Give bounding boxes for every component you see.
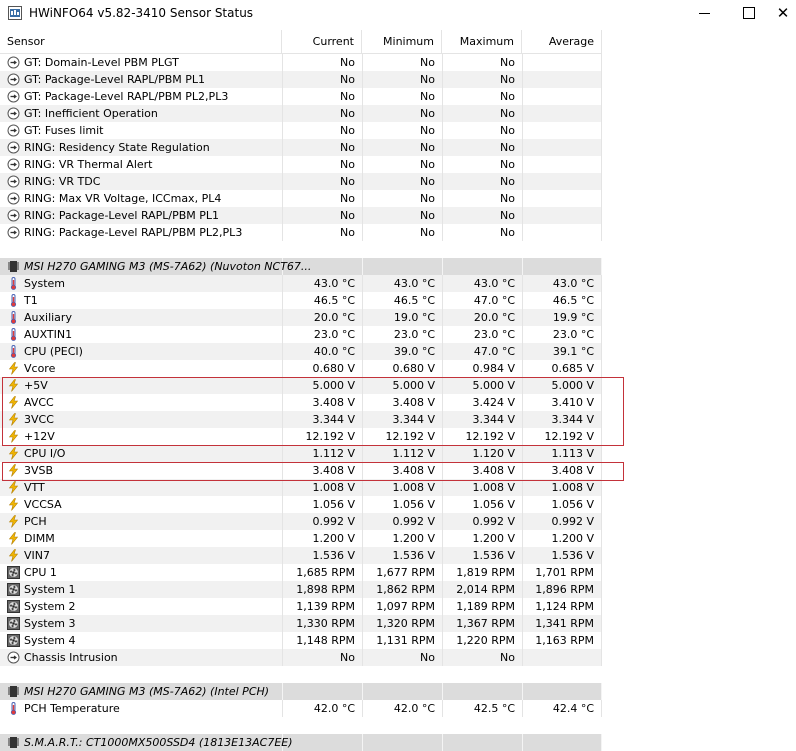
sensor-row[interactable] [0,360,602,377]
value-cur: 1,148 RPM [282,632,362,649]
empty-cell [442,258,522,275]
thermometer-icon [7,277,20,290]
maximize-icon [743,7,755,19]
value-cur: No [282,71,362,88]
value-cur: 3.344 V [282,411,362,428]
lightning-icon [7,413,20,426]
value-min: 23.0 °C [362,326,442,343]
value-avg: 46.5 °C [522,292,602,309]
lightning-icon [7,532,20,545]
sensor-row[interactable] [0,275,602,292]
empty-cell [362,258,442,275]
value-avg: 1.536 V [522,547,602,564]
value-cur: No [282,122,362,139]
value-max: No [442,207,522,224]
value-avg: 23.0 °C [522,326,602,343]
sensor-row[interactable] [0,598,602,615]
lightning-icon [7,464,20,477]
sensor-name: GT: Domain-Level PBM PLGT [24,56,179,69]
sensor-row[interactable] [0,88,602,105]
value-min: No [362,122,442,139]
sensor-row[interactable] [0,105,602,122]
value-cur: No [282,173,362,190]
value-min: No [362,207,442,224]
value-min: 1,320 RPM [362,615,442,632]
empty-cell [522,258,602,275]
value-cur: 46.5 °C [282,292,362,309]
value-avg [522,54,602,71]
sensor-name: Auxiliary [24,311,72,324]
value-min: 1.200 V [362,530,442,547]
column-header-minimum[interactable]: Minimum [362,30,442,53]
value-min: 0.680 V [362,360,442,377]
value-cur: 40.0 °C [282,343,362,360]
sensor-name: GT: Fuses limit [24,124,104,137]
value-min: 3.408 V [362,394,442,411]
sensor-row[interactable] [0,71,602,88]
sensor-row[interactable] [0,292,602,309]
value-max: 1.056 V [442,496,522,513]
sensor-row[interactable] [0,564,602,581]
sensor-name: DIMM [24,532,55,545]
value-max: 5.000 V [442,377,522,394]
thermometer-icon [7,294,20,307]
sensor-row[interactable] [0,462,602,479]
value-max: 47.0 °C [442,292,522,309]
sensor-row[interactable] [0,394,602,411]
empty-cell [442,734,522,751]
value-min: No [362,139,442,156]
value-cur: 1,898 RPM [282,581,362,598]
title-bar [0,0,796,26]
sensor-name: GT: Package-Level RAPL/PBM PL2,PL3 [24,90,229,103]
value-avg: 3.408 V [522,462,602,479]
clock-icon [7,175,20,188]
lightning-icon [7,549,20,562]
value-avg [522,190,602,207]
chip-icon [7,260,20,273]
value-max: No [442,224,522,241]
sensor-row[interactable] [0,54,602,71]
value-avg: 0.992 V [522,513,602,530]
value-max: 0.992 V [442,513,522,530]
sensor-name: GT: Inefficient Operation [24,107,158,120]
sensor-row[interactable] [0,700,602,717]
value-avg: 1.113 V [522,445,602,462]
value-avg: 3.344 V [522,411,602,428]
value-avg [522,156,602,173]
value-max: No [442,649,522,666]
sensor-row[interactable] [0,139,602,156]
value-avg: 12.192 V [522,428,602,445]
empty-cell [282,683,362,700]
value-avg: 19.9 °C [522,309,602,326]
sensor-name: CPU 1 [24,566,57,579]
value-cur: No [282,139,362,156]
sensor-name: CPU I/O [24,447,66,460]
value-min: 1,677 RPM [362,564,442,581]
sensor-row[interactable] [0,156,602,173]
value-avg: 0.685 V [522,360,602,377]
value-min: 1.008 V [362,479,442,496]
value-min: 3.408 V [362,462,442,479]
value-max: 47.0 °C [442,343,522,360]
value-cur: 0.680 V [282,360,362,377]
column-header-maximum[interactable]: Maximum [442,30,522,53]
fan-icon [7,634,20,647]
sensor-row[interactable] [0,309,602,326]
sensor-name: Vcore [24,362,56,375]
sensor-name: S.M.A.R.T.: CT1000MX500SSD4 (1813E13AC7EE) [24,736,293,749]
lightning-icon [7,515,20,528]
value-min: 0.992 V [362,513,442,530]
sensor-name: RING: Max VR Voltage, ICCmax, PL4 [24,192,222,205]
value-min: No [362,54,442,71]
spacer-row [0,241,602,258]
value-cur: No [282,207,362,224]
value-avg: 43.0 °C [522,275,602,292]
value-cur: 1,330 RPM [282,615,362,632]
sensor-row[interactable] [0,445,602,462]
value-avg: 1,124 RPM [522,598,602,615]
sensor-row[interactable] [0,479,602,496]
value-avg: 1,341 RPM [522,615,602,632]
value-cur: 42.0 °C [282,700,362,717]
clock-icon [7,107,20,120]
value-max: 23.0 °C [442,326,522,343]
sensor-row[interactable] [0,343,602,360]
value-min: 46.5 °C [362,292,442,309]
sensor-row[interactable] [0,411,602,428]
value-avg [522,105,602,122]
sensor-row[interactable] [0,615,602,632]
sensor-name: PCH [24,515,47,528]
minimize-icon [699,13,710,14]
sensor-name: System 1 [24,583,76,596]
close-icon: ✕ [776,3,790,22]
sensor-row[interactable] [0,173,602,190]
value-max: No [442,88,522,105]
value-max: No [442,190,522,207]
sensor-name: RING: VR Thermal Alert [24,158,153,171]
value-max: 12.192 V [442,428,522,445]
sensor-row[interactable] [0,326,602,343]
sensor-name: +12V [24,430,55,443]
value-max: No [442,173,522,190]
sensor-name: +5V [24,379,48,392]
value-avg: 1,701 RPM [522,564,602,581]
lightning-icon [7,396,20,409]
sensor-row[interactable] [0,547,602,564]
sensor-name: System 2 [24,600,76,613]
value-min: 1.056 V [362,496,442,513]
value-max: 1,220 RPM [442,632,522,649]
lightning-icon [7,430,20,443]
lightning-icon [7,447,20,460]
clock-icon [7,651,20,664]
value-avg: 1.200 V [522,530,602,547]
sensor-row[interactable] [0,581,602,598]
value-min: No [362,649,442,666]
sensor-row[interactable] [0,207,602,224]
fan-icon [7,583,20,596]
lightning-icon [7,362,20,375]
value-avg [522,207,602,224]
value-cur: No [282,54,362,71]
close-button[interactable] [770,0,796,26]
value-min: 39.0 °C [362,343,442,360]
clock-icon [7,209,20,222]
value-max: No [442,54,522,71]
value-cur: 1,139 RPM [282,598,362,615]
chip-icon [7,736,20,749]
clock-icon [7,226,20,239]
value-min: 1,131 RPM [362,632,442,649]
value-max: 1.120 V [442,445,522,462]
value-max: 43.0 °C [442,275,522,292]
value-min: 1,862 RPM [362,581,442,598]
empty-cell [442,683,522,700]
sensor-name: 3VCC [24,413,54,426]
sensor-name: AUXTIN1 [24,328,73,341]
fan-icon [7,600,20,613]
value-max: 3.424 V [442,394,522,411]
thermometer-icon [7,311,20,324]
value-max: No [442,139,522,156]
value-min: 42.0 °C [362,700,442,717]
value-avg [522,139,602,156]
sensor-row[interactable] [0,649,602,666]
value-avg [522,173,602,190]
value-avg [522,649,602,666]
value-min: No [362,88,442,105]
chip-icon [7,685,20,698]
empty-cell [282,734,362,751]
sensor-list[interactable] [0,54,602,751]
value-max: 3.344 V [442,411,522,428]
value-cur: 5.000 V [282,377,362,394]
value-avg [522,122,602,139]
sensor-row[interactable] [0,428,602,445]
value-avg: 5.000 V [522,377,602,394]
value-avg: 3.410 V [522,394,602,411]
sensor-name: VIN7 [24,549,50,562]
sensor-group-header[interactable] [0,258,602,275]
value-cur: No [282,105,362,122]
value-cur: No [282,224,362,241]
value-avg: 1.008 V [522,479,602,496]
value-cur: No [282,156,362,173]
value-cur: 1.112 V [282,445,362,462]
value-max: 1.200 V [442,530,522,547]
value-max: No [442,71,522,88]
sensor-name: CPU (PECI) [24,345,83,358]
clock-icon [7,158,20,171]
value-min: 19.0 °C [362,309,442,326]
value-min: 1,097 RPM [362,598,442,615]
value-cur: 20.0 °C [282,309,362,326]
sensor-row[interactable] [0,632,602,649]
value-avg: 42.4 °C [522,700,602,717]
value-min: 43.0 °C [362,275,442,292]
value-max: No [442,105,522,122]
value-max: 1.536 V [442,547,522,564]
sensor-name: MSI H270 GAMING M3 (MS-7A62) (Intel PCH) [24,685,270,698]
value-cur: 0.992 V [282,513,362,530]
value-min: No [362,71,442,88]
sensor-row[interactable] [0,122,602,139]
spacer-row [0,666,602,683]
value-avg: 1.056 V [522,496,602,513]
sensor-name: RING: Package-Level RAPL/PBM PL2,PL3 [24,226,243,239]
sensor-name: System 3 [24,617,76,630]
value-cur: No [282,88,362,105]
minimize-button[interactable] [681,0,727,26]
value-min: No [362,173,442,190]
sensor-name: PCH Temperature [24,702,120,715]
value-min: 3.344 V [362,411,442,428]
sensor-row[interactable] [0,530,602,547]
sensor-row[interactable] [0,224,602,241]
empty-cell [522,683,602,700]
sensor-name: MSI H270 GAMING M3 (MS-7A62) (Nuvoton NCT67... [24,260,312,273]
clock-icon [7,90,20,103]
window-title: HWiNFO64 v5.82-3410 Sensor Status [29,6,254,20]
value-min: No [362,190,442,207]
value-cur: 1,685 RPM [282,564,362,581]
column-header-current[interactable]: Current [282,30,362,53]
value-avg: 1,896 RPM [522,581,602,598]
value-cur: 3.408 V [282,462,362,479]
sensor-name: RING: Residency State Regulation [24,141,210,154]
value-cur: No [282,190,362,207]
value-min: 5.000 V [362,377,442,394]
sensor-name: System [24,277,66,290]
clock-icon [7,192,20,205]
value-max: 42.5 °C [442,700,522,717]
value-cur: 1.200 V [282,530,362,547]
sensor-group-header[interactable] [0,734,602,751]
column-header-average[interactable]: Average [522,30,602,53]
sensor-name: AVCC [24,396,54,409]
thermometer-icon [7,328,20,341]
spacer-row [0,717,602,734]
clock-icon [7,141,20,154]
value-max: No [442,122,522,139]
maximize-button[interactable] [726,0,772,26]
sensor-name: VCCSA [24,498,62,511]
value-min: 1.536 V [362,547,442,564]
value-cur: 1.008 V [282,479,362,496]
value-max: 1,819 RPM [442,564,522,581]
column-header-sensor[interactable]: Sensor [0,30,282,53]
lightning-icon [7,379,20,392]
value-cur: 1.056 V [282,496,362,513]
thermometer-icon [7,702,20,715]
empty-cell [522,734,602,751]
hwinfo-app-icon [8,6,22,20]
value-cur: 43.0 °C [282,275,362,292]
value-min: 12.192 V [362,428,442,445]
value-cur: 23.0 °C [282,326,362,343]
value-cur: 12.192 V [282,428,362,445]
value-max: 3.408 V [442,462,522,479]
sensor-name: RING: Package-Level RAPL/PBM PL1 [24,209,220,222]
value-min: No [362,105,442,122]
sensor-name: RING: VR TDC [24,175,101,188]
sensor-name: System 4 [24,634,76,647]
empty-cell [362,683,442,700]
clock-icon [7,124,20,137]
sensor-group-header[interactable] [0,683,602,700]
value-cur: No [282,649,362,666]
value-min: No [362,224,442,241]
sensor-name: Chassis Intrusion [24,651,118,664]
clock-icon [7,56,20,69]
value-max: 1,189 RPM [442,598,522,615]
value-avg [522,71,602,88]
value-min: 1.112 V [362,445,442,462]
value-max: 1,367 RPM [442,615,522,632]
sensor-row[interactable] [0,377,602,394]
value-avg: 39.1 °C [522,343,602,360]
value-avg: 1,163 RPM [522,632,602,649]
value-max: No [442,156,522,173]
value-max: 2,014 RPM [442,581,522,598]
sensor-name: T1 [24,294,38,307]
value-cur: 1.536 V [282,547,362,564]
lightning-icon [7,481,20,494]
value-avg [522,88,602,105]
sensor-name: 3VSB [24,464,54,477]
value-avg [522,224,602,241]
value-max: 0.984 V [442,360,522,377]
lightning-icon [7,498,20,511]
value-max: 1.008 V [442,479,522,496]
empty-cell [362,734,442,751]
sensor-row[interactable] [0,190,602,207]
value-max: 20.0 °C [442,309,522,326]
value-cur: 3.408 V [282,394,362,411]
sensor-row[interactable] [0,513,602,530]
sensor-row[interactable] [0,496,602,513]
thermometer-icon [7,345,20,358]
fan-icon [7,566,20,579]
clock-icon [7,73,20,86]
fan-icon [7,617,20,630]
value-min: No [362,156,442,173]
sensor-name: GT: Package-Level RAPL/PBM PL1 [24,73,206,86]
sensor-name: VTT [24,481,45,494]
column-header [0,30,602,54]
